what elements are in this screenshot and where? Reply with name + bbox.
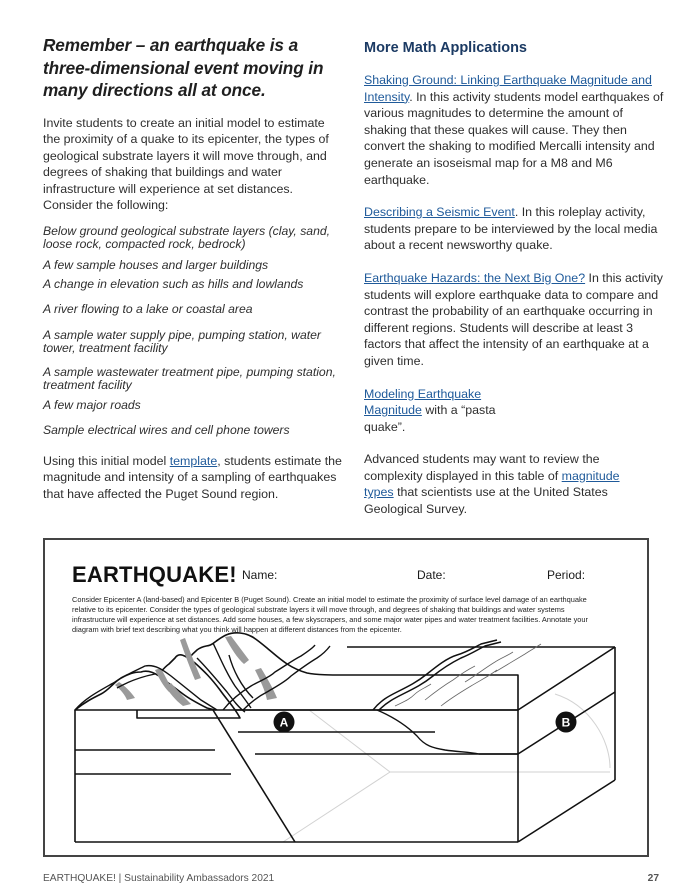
activity-description: with a “pasta quake”. (364, 403, 496, 434)
list-item: A sample wastewater treatment pipe, pumping station, treatment facility (43, 365, 336, 392)
intro-paragraph: Invite students to create an initial model to estimate the proximity of a quake to its epicenter, the types of geological substrate layers it will move through, and degrees of shaking that buildings and water infrastructure will experience at set distances. Consider the following: (43, 115, 329, 213)
date-label: Date: (417, 568, 446, 582)
activity-description: . In this roleplay activity, students prepare to be interviewed by the local media about a recent newsworthy quake. (364, 205, 658, 253)
worksheet-template (43, 538, 649, 857)
modeling-magnitude-link[interactable]: Modeling Earthquake Magnitude (364, 386, 482, 418)
advanced-text-after: that scientists use at the United States Geological Survey. (364, 485, 608, 517)
worksheet-title: EARTHQUAKE! (72, 562, 237, 587)
section-title: More Math Applications (364, 40, 527, 56)
list-item: A river flowing to a lake or coastal area (43, 302, 253, 317)
activity-pasta-quake (364, 386, 539, 436)
list-item: Sample electrical wires and cell phone towers (43, 423, 290, 437)
left-column (43, 34, 343, 502)
advanced-text-before: Advanced students may want to review the complexity displayed in this table of (364, 452, 600, 483)
block-diagram (45, 540, 651, 859)
list-item: A change in elevation such as hills and lowlands (43, 276, 304, 291)
activity-shaking-ground (364, 72, 669, 188)
list-item: A few sample houses and larger buildings (43, 258, 269, 273)
activity-seismic-event (364, 204, 669, 254)
template-link[interactable]: template (169, 453, 218, 468)
magnitude-types-link[interactable]: magnitude types (364, 468, 620, 500)
list-item: A sample water supply pipe, pumping station, water tower, treatment facility (43, 328, 321, 355)
list-item: A few major roads (43, 398, 141, 413)
epicenter-a-marker (274, 712, 295, 733)
shaking-ground-link[interactable]: Shaking Ground: Linking Earthquake Magnitude and Intensity (364, 73, 652, 104)
seismic-event-link[interactable]: Describing a Seismic Event (364, 205, 515, 220)
period-label: Period: (547, 568, 586, 582)
epicenter-b-label: B (561, 715, 571, 730)
worksheet-instructions: Consider Epicenter A (land-based) and Epicenter B (Puget Sound). Create an initial model to estimate the proximity of surface level damage of an earthquake relative to its epicenter. Consider the types of geological substrate layers it will move through, and degrees of shaking that buildings and water systems infrastructure will experience at set distances. Add some houses, a few skyscrapers, and some major water pipes and water treatment facilities. Annotate your diagram with brief text describing what you think will happen at different distances from the epicenter. (72, 595, 588, 634)
activity-description: . In this activity students model earthquakes of various magnitudes to determine the amount of shaking that these quakes will cause. They then convert the shaking to modified Mercalli intensity and generate an isoseismal map for a M8 and M6 earthquake. (364, 89, 664, 187)
advanced-paragraph (364, 451, 629, 517)
footer-text: EARTHQUAKE! | Sustainability Ambassadors 2021 (43, 873, 275, 884)
epicenter-a-label: A (279, 715, 289, 730)
name-label: Name: (242, 568, 278, 582)
list-item: Below ground geological substrate layers (clay, sand, loose rock, compacted rock, bedrock) (43, 224, 331, 251)
activity-hazards (364, 270, 669, 370)
right-column (364, 38, 669, 518)
closing-text-after: , students estimate the magnitude and intensity of a sampling of earthquakes that have affected the Puget Sound region. (43, 453, 342, 501)
closing-paragraph (43, 453, 343, 503)
hazards-link[interactable]: Earthquake Hazards: the Next Big One? (364, 270, 586, 285)
page-number: 27 (647, 873, 659, 884)
consider-list (43, 225, 343, 437)
closing-text-before: Using this initial model (43, 453, 170, 468)
mountain-illustration (75, 633, 518, 718)
callout-quote: Remember – an earthquake is a three-dimensional event moving in many directions all at once. (43, 35, 324, 100)
margin-mark-decoration (43, 646, 45, 654)
epicenter-b-marker (556, 712, 577, 733)
activity-description: In this activity students will explore earthquake data to compare and contrast the probability of an earthquake occurring in different regions. Students will describe at least 3 factors that affect the intensity of an earthquake at a given time. (364, 270, 663, 368)
